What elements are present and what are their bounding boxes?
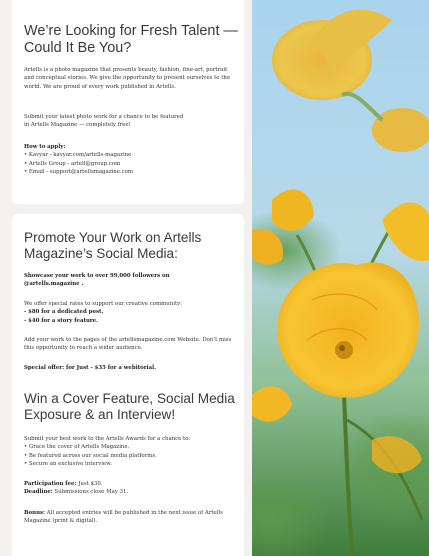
fee-deadline-block	[24, 480, 236, 497]
flower-image	[252, 0, 429, 556]
participation-fee	[24, 480, 236, 488]
awards-intro: Submit your best work to the Artells Awards for a chance to:	[24, 436, 191, 442]
awards-item-social: • Be featured across our social media platforms.	[24, 452, 157, 459]
website-paragraph: Add your work to the pages of the artellsmagazine.com Website. Don’t miss this opportunity to reach a wider audience.	[24, 337, 232, 352]
showcase-paragraph: Showcase your work to over 99,000 followers on @artells.magazine .	[24, 273, 170, 288]
heading-fresh-talent: We’re Looking for Fresh Talent — Could It Be You?	[24, 23, 238, 57]
special-offer: Special offer: for Just - $35 for a webitorial.	[24, 365, 157, 371]
card-promote-and-awards	[12, 214, 244, 556]
bonus-value: All accepted entries will be published in the next issue of Artells Magazine (print & digital).	[24, 510, 223, 525]
submit-paragraph: Submit your latest photo work for a chance to be featured in Artells Magazine — completely free!	[24, 114, 184, 129]
awards-item-cover: • Grace the cover of Artells Magazine.	[24, 444, 130, 451]
deadline-label: Deadline:	[24, 489, 53, 496]
rates-intro: We offer special rates to support our creative community:	[24, 301, 182, 307]
awards-item-interview: • Secure an exclusive interview.	[24, 461, 112, 468]
fee-value: Just $30.	[76, 481, 103, 487]
apply-item-group: • Artells Group - artell@group.com	[24, 160, 121, 167]
apply-item-email: • Email - support@artellsmagazine.com	[24, 169, 134, 176]
apply-list	[24, 151, 236, 176]
rate-post: - $80 for a dedicated post.	[24, 309, 104, 316]
rates-block	[24, 300, 236, 325]
bonus-paragraph	[24, 509, 230, 526]
intro-paragraph: Artells is a photo magazine that presents beauty, fashion, fine-art, portrait and conceptual stories. We give the opportunity to present ourselves to the world. We are proud of every work published in Artells.	[24, 67, 231, 90]
heading-promote: Promote Your Work on Artells Magazine’s Social Media:	[24, 230, 202, 262]
apply-item-kavyar: • Kavyar - kavyar.com/artells-magazine	[24, 152, 132, 159]
how-to-apply	[24, 143, 236, 177]
awards-block	[24, 435, 236, 469]
bonus-label: Bonus:	[24, 510, 46, 516]
how-to-apply-label: How to apply:	[24, 144, 66, 150]
heading-awards: Win a Cover Feature, Social Media Exposure & an Interview!	[24, 391, 235, 423]
awards-list	[24, 443, 236, 468]
fee-label: Participation fee:	[24, 481, 77, 487]
flower-photo	[252, 0, 429, 556]
rate-story: - $40 for a story feature.	[24, 317, 99, 324]
deadline	[24, 488, 236, 496]
deadline-value: Submissions close May 31.	[52, 489, 129, 496]
